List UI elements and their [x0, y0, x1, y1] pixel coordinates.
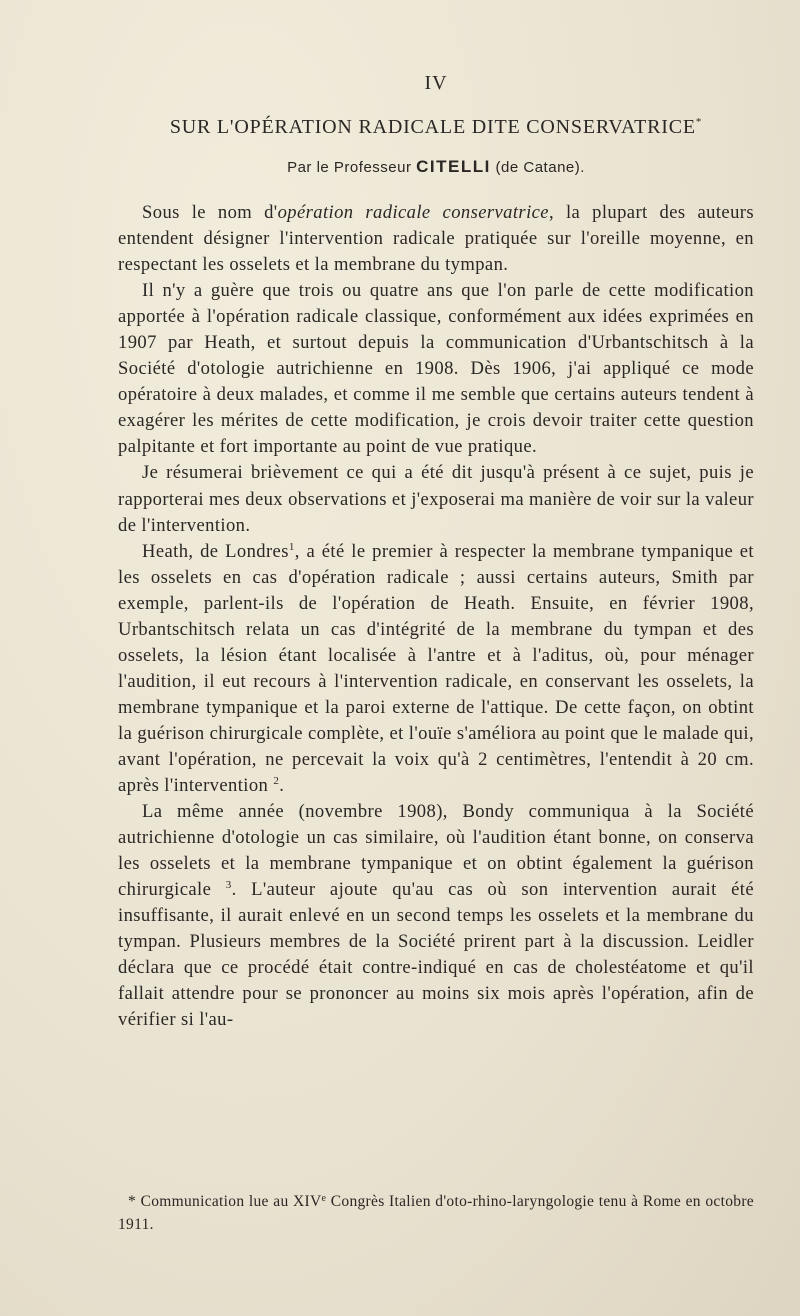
article-body: [118, 200, 754, 1034]
byline-affiliation: (de Catane).: [495, 159, 585, 176]
paragraph-4: [118, 539, 754, 799]
article-title-text: SUR L'OPÉRATION RADICALE DITE CONSERVATRICE: [169, 116, 696, 138]
p5-text-a: La même année (novembre 1908), Bondy communiqua à la Société autrichienne d'otologie un cas similaire, où l'audition étant bonne, on conserva les osselets et la membrane tympanique et on obtint également la guérison chirurgicale: [118, 801, 754, 901]
byline-prefix: Par le Professeur: [287, 159, 412, 176]
p5-text-b: . L'auteur ajoute qu'au cas où son intervention aurait été insuffisante, il aurait enlevé en un second temps les osselets et la membrane du tympan. Plusieurs membres de la Société prirent part à la discussion. Leidler déclara que ce procédé était contre-indiqué en cas de cholestéatome et qu'il fallait attendre pour se prononcer au moins six mois après l'opération, afin de vérifier si l'au-: [118, 879, 754, 1031]
author-name: CITELLI: [416, 157, 491, 176]
footnote-ref-2: 2: [273, 775, 280, 788]
p4-text-b: , a été le premier à respecter la membrane tympanique et les osselets en cas d'opération radicale ; aussi certains auteurs, Smith par exemple, parlent-ils de l'opération de Heath. Ensuite, en février 1908, Urbantschitsch relata un cas d'intégrité de la membrane du tympan et des osselets, la lésion étant localisée à l'antre et à l'aditus, où, pour ménager l'audition, il eut recours à l'intervention radicale, en conservant les osselets, la membrane tympanique et la paroi externe de l'attique. De cette façon, on obtint la guérison chirurgicale complète, et l'ouïe s'améliora au point que le malade qui, avant l'opération, ne percevait la voix qu'à 2 centimètres, l'entendit à 20 cm. après l'intervention: [118, 540, 754, 797]
title-footnote-marker: *: [695, 116, 703, 128]
footnote-superscript: e: [321, 1193, 327, 1204]
p4-text-c: .: [279, 775, 285, 797]
footnote-text: [118, 1190, 754, 1236]
footnote-text-end: Congrès Italien d'oto-rhino-laryngologie tenu à Rome en octobre 1911.: [118, 1193, 754, 1233]
footnote-ref-3: 3: [225, 879, 232, 892]
footnote: [118, 1190, 754, 1236]
chapter-number: IV: [424, 72, 448, 94]
paragraph-1: [118, 200, 754, 278]
byline: [118, 157, 754, 177]
footnote-ref-1: 1: [288, 540, 295, 553]
footnote-text-start: Communication lue au XIV: [140, 1193, 322, 1210]
footnote-marker: *: [128, 1193, 137, 1210]
paragraph-3: Je résumerai brièvement ce qui a été dit jusqu'à présent à ce sujet, puis je rapporterai mes deux observations et j'exposerai ma manière de voir sur la valeur de l'intervention.: [118, 462, 754, 536]
p1-text-end: , la plupart des auteurs entendent désigner l'intervention radicale pratiquée sur l'oreille moyenne, en respectant les osselets et la membrane du tympan.: [118, 202, 754, 276]
article-title: [118, 116, 754, 139]
p1-text-start: Sous le nom d': [142, 202, 278, 223]
p4-text-a: Heath, de Londres: [142, 540, 289, 562]
paragraph-2: Il n'y a guère que trois ou quatre ans que l'on parle de cette modification apportée à l'opération radicale classique, conformément aux idées exprimées en 1907 par Heath, et surtout depuis la communication d'Urbantschitsch à la Société d'otologie autrichienne en 1908. Dès 1906, j'ai appliqué ce mode opératoire à deux malades, et comme il me semble que certains auteurs tendent à exagérer les mérites de cette modification, je crois devoir traiter cette question palpitante et fort importante au point de vue pratique.: [118, 280, 754, 458]
paragraph-5: [118, 799, 754, 1033]
p1-italic-term: opération radicale conservatrice: [277, 202, 549, 223]
